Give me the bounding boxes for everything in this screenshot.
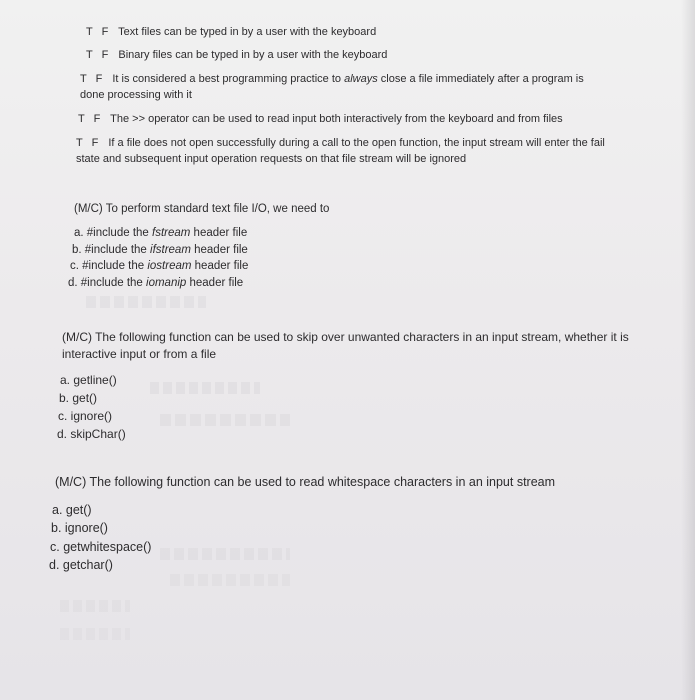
- answer-option[interactable]: a. #include the fstream header file: [74, 227, 248, 239]
- answer-option[interactable]: d. skipChar(): [57, 427, 126, 441]
- tf-statement: The >> operator can be used to read input both interactively from the keyboard and from files: [110, 113, 563, 125]
- answer-option[interactable]: d. getchar(): [49, 558, 113, 572]
- tf-statement-emphasis: always: [344, 73, 378, 85]
- tf-marker[interactable]: T F: [80, 73, 106, 85]
- answer-option[interactable]: c. ignore(): [58, 409, 113, 423]
- answer-option[interactable]: c. #include the iostream header file: [70, 260, 249, 272]
- tf-item: [76, 135, 611, 167]
- tf-statement-end: close a file immediately after a program is done processing with it: [80, 73, 584, 101]
- answer-option[interactable]: b. get(): [59, 391, 98, 405]
- question-prompt: (M/C) To perform standard text file I/O, we need to: [74, 203, 330, 215]
- question-prompt: (M/C) The following function can be used to skip over unwanted characters in an input stream, whether it is interactive input or from a file: [62, 330, 629, 361]
- answer-option[interactable]: d. #include the iomanip header file: [68, 277, 244, 289]
- tf-item: [86, 47, 387, 63]
- bleed-through-text: [160, 548, 290, 560]
- page-edge-shadow: [681, 0, 695, 700]
- bleed-through-text: [60, 628, 130, 640]
- question-prompt: (M/C) The following function can be used to read whitespace characters in an input stream: [55, 475, 556, 489]
- tf-statement-start: It is considered a best programming practice to: [112, 73, 345, 85]
- tf-item: [78, 111, 563, 127]
- bleed-through-text: [150, 382, 260, 394]
- tf-marker[interactable]: T F: [78, 113, 104, 125]
- answer-option[interactable]: a. get(): [52, 503, 92, 517]
- answer-option[interactable]: c. getwhitespace(): [50, 540, 152, 554]
- tf-marker[interactable]: T F: [86, 26, 112, 38]
- bleed-through-text: [160, 414, 290, 426]
- bleed-through-text: [170, 574, 290, 586]
- tf-statement: If a file does not open successfully during a call to the open function, the input stream will enter the fail state and subsequent input operation requests on that file stream will be ignored: [76, 137, 605, 165]
- tf-statement: Binary files can be typed in by a user with the keyboard: [118, 49, 388, 61]
- bleed-through-text: [86, 296, 206, 308]
- tf-marker[interactable]: T F: [76, 137, 102, 149]
- bleed-through-text: [60, 600, 130, 612]
- tf-item: [86, 24, 376, 40]
- answer-option[interactable]: b. ignore(): [51, 521, 108, 535]
- answer-option[interactable]: b. #include the ifstream header file: [72, 244, 248, 256]
- tf-statement: Text files can be typed in by a user with the keyboard: [118, 26, 377, 38]
- answer-option[interactable]: a. getline(): [60, 373, 117, 387]
- tf-marker[interactable]: T F: [86, 49, 112, 61]
- tf-item: [80, 71, 610, 103]
